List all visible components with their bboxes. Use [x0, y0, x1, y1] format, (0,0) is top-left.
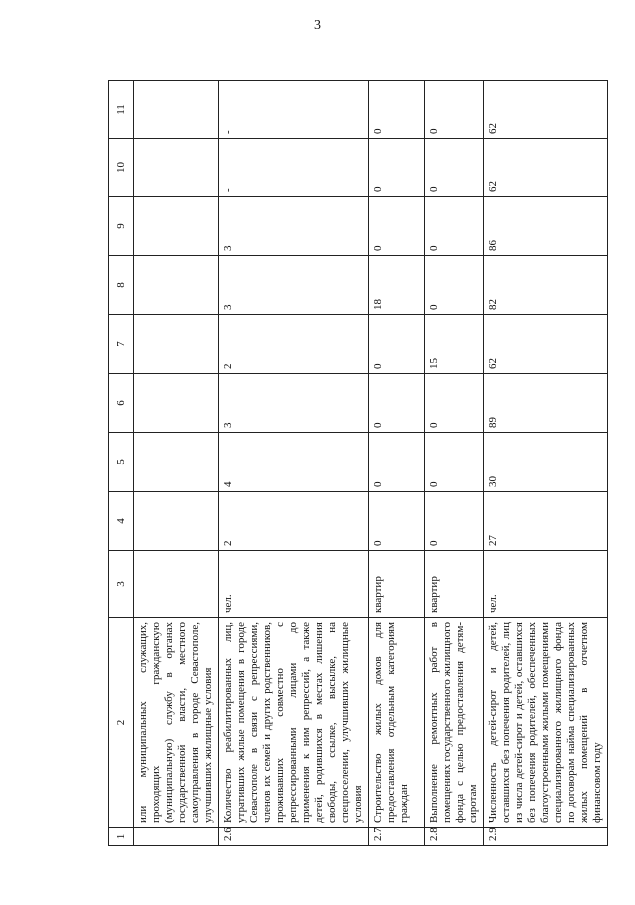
row-value: - [219, 139, 369, 197]
row-value: 0 [369, 433, 425, 492]
row-value: 3 [219, 256, 369, 315]
row-number: 2.8 [425, 828, 484, 846]
row-value: 18 [369, 256, 425, 315]
rotated-table-frame [108, 81, 603, 846]
row-value: 62 [484, 81, 608, 139]
row-value: 0 [425, 374, 484, 433]
row-value: 2 [219, 492, 369, 551]
row-value: 0 [369, 492, 425, 551]
row-value: 0 [369, 315, 425, 374]
row-value: 30 [484, 433, 608, 492]
row-value [134, 433, 219, 492]
row-number: 2.6 [219, 828, 369, 846]
row-unit: чел. [484, 551, 608, 618]
row-unit: квартир [369, 551, 425, 618]
row-number: 2.9 [484, 828, 608, 846]
row-value: 82 [484, 256, 608, 315]
header-cell: 2 [109, 618, 134, 828]
row-value: 89 [484, 374, 608, 433]
row-value: 0 [425, 81, 484, 139]
row-value: 62 [484, 139, 608, 197]
table-row [219, 81, 369, 846]
row-value: 0 [369, 81, 425, 139]
row-description: или муниципальных служащих, проходящих гражданскую (муниципальную) службу в органах государственной власти, местного самоуправления в городе Севастополе, улучшивших жилищные условия [134, 618, 219, 828]
row-value [134, 197, 219, 256]
row-unit [134, 551, 219, 618]
indicators-table [108, 80, 608, 846]
row-value: 15 [425, 315, 484, 374]
row-value: 0 [425, 256, 484, 315]
header-cell: 4 [109, 492, 134, 551]
row-unit: квартир [425, 551, 484, 618]
row-description: Количество реабилитированных лиц, утративших жилые помещения в городе Севастополе в связи с репрессиями, членов их семей и других родственников, проживавших совместно с репрессированными лицами до применения к ним репрессий, а также детей, родившихся в местах лишения свободы, ссылке, высылке, на спецпоселении, улучшивших жилищные условия [219, 618, 369, 828]
row-number: 2.7 [369, 828, 425, 846]
row-value: 0 [369, 197, 425, 256]
row-value [134, 139, 219, 197]
row-description: Численность детей-сирот и детей, оставшихся без попечения родителей, лиц из числа детей-сирот и детей, оставшихся без попечения родителей, обеспеченных благоустроенными жилыми помещениями специализированного жилищного фонда по договорам найма специализированных жилых помещений в отчетном финансовом году [484, 618, 608, 828]
header-cell: 11 [109, 81, 134, 139]
header-cell: 3 [109, 551, 134, 618]
row-value: 62 [484, 315, 608, 374]
row-value: 0 [425, 433, 484, 492]
row-value: 86 [484, 197, 608, 256]
row-unit: чел. [219, 551, 369, 618]
header-cell: 8 [109, 256, 134, 315]
row-value: 3 [219, 374, 369, 433]
row-value [134, 492, 219, 551]
row-value [134, 81, 219, 139]
row-value: 0 [425, 197, 484, 256]
row-value [134, 315, 219, 374]
header-cell: 1 [109, 828, 134, 846]
row-value: 0 [425, 139, 484, 197]
table-row [425, 81, 484, 846]
table-container [108, 81, 603, 846]
header-cell: 10 [109, 139, 134, 197]
row-value: 0 [425, 492, 484, 551]
header-cell: 6 [109, 374, 134, 433]
table-header-row [109, 81, 134, 846]
row-value: 0 [369, 139, 425, 197]
header-cell: 7 [109, 315, 134, 374]
table-row [134, 81, 219, 846]
header-cell: 5 [109, 433, 134, 492]
row-description: Выполнение ремонтных работ в помещениях государственного жилищного фонда с целью предоставления детям-сиротам [425, 618, 484, 828]
row-value: 0 [369, 374, 425, 433]
row-value [134, 256, 219, 315]
row-value: - [219, 81, 369, 139]
row-number [134, 828, 219, 846]
page-number: 3 [314, 18, 321, 33]
row-value: 2 [219, 315, 369, 374]
row-value: 27 [484, 492, 608, 551]
row-value: 3 [219, 197, 369, 256]
table-row [369, 81, 425, 846]
row-value [134, 374, 219, 433]
table-row [484, 81, 608, 846]
row-description: Строительство жилых домов для предоставления отдельным категориям граждан [369, 618, 425, 828]
header-cell: 9 [109, 197, 134, 256]
row-value: 4 [219, 433, 369, 492]
